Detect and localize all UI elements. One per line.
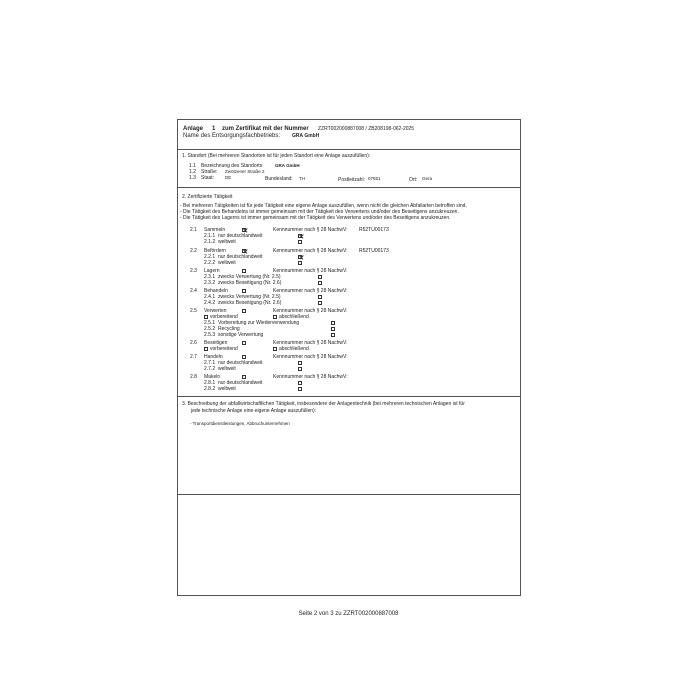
item-number: 2.7.2 [204,366,216,372]
checkbox-verwerten-vorbereitend[interactable] [204,315,208,319]
option-label: weltweit [218,366,236,372]
city-value: Gera [422,176,433,181]
kennnummer-value: R52TU00173 [359,248,389,254]
checkbox-handeln[interactable] [242,355,246,359]
annex-label: Anlage [183,126,204,132]
land-label: Bundesland: [265,176,293,182]
checkbox-befoerdern-deutschlandweit[interactable] [298,255,302,259]
option-label: abschließend [279,314,309,320]
annex-title: zum Zertifikat mit der Nummer [222,126,309,132]
item-number: 2.2 [190,248,197,254]
kennnummer-label: Kennnummer nach § 28 NachwV: [273,308,348,314]
checkbox-lagern-verwertung[interactable] [318,275,322,279]
street-label: Straße: [201,169,218,175]
checkbox-sonstige-verwertung[interactable] [331,333,335,337]
checkbox-verwerten[interactable] [242,309,246,313]
item-number: 2.5.2 [204,326,216,332]
page-footer: Seite 2 von 3 zu ZZRT002000887008 [298,611,399,617]
checkbox-beseitigen-abschliessend[interactable] [273,347,277,351]
checkbox-behandeln[interactable] [242,289,246,293]
checkbox-vorbereitung-wiederverwendung[interactable] [331,321,335,325]
checkbox-makeln[interactable] [242,375,246,379]
item-number: 2.2.1 [204,254,216,260]
option-label: Vorbereitung zur Wiederverwendung [218,320,300,326]
separator [178,396,520,397]
separator [178,149,520,150]
activity-label-handeln: Handeln [204,354,223,360]
item-number: 2.2.2 [204,260,216,266]
option-label: weltweit [218,239,236,245]
activity-description: - Transportdienstleistungen, Abbruchunternehmen [190,421,290,426]
checkbox-sammeln-deutschlandweit[interactable] [298,234,302,238]
item-number: 2.7.1 [204,360,216,366]
section3-heading: 3. Beschreibung der abfallwirtschaftlichen Tätigkeit, insbesondere der Anlagentechnik (bei mehreren technischen Anlagen ist für [182,401,465,407]
section1-heading: 1. Standort (Bei mehreren Standorten ist für jeden Standort eine Anlage auszufüllen): [182,153,371,159]
activity-label-makeln: Makeln [204,374,221,380]
certificate-annex [177,119,521,596]
option-label: vorbereitend [210,346,238,352]
checkbox-verwerten-abschliessend[interactable] [273,315,277,319]
checkbox-befoerdern[interactable] [242,249,246,253]
section2-heading: 2. Zertifizierte Tätigkeit [182,194,233,200]
activity-label-verwerten: Verwerten [204,308,227,314]
activity-label-lagern: Lagern [204,268,220,274]
state-label: Staat: [201,175,215,181]
item-number: 2.4.1 [204,294,216,300]
city-label: Ort: [409,177,418,183]
item-number: 2.1.2 [204,239,216,245]
activity-label-beseitigen: Beseitigen [204,340,228,346]
checkbox-sammeln[interactable] [242,228,246,232]
kennnummer-label: Kennnummer nach § 28 NachwV: [273,227,348,233]
checkbox-sammeln-weltweit[interactable] [298,240,302,244]
item-number: 1.2 [189,169,196,175]
checkbox-recycling[interactable] [331,327,335,331]
note: - Bei mehreren Tätigkeiten ist für jede Tätigkeit eine eigene Anlage auszufüllen, wenn nicht die gleichen Abfallarten betroffen sind. [180,203,467,209]
option-label: nur deutschlandweit [218,254,263,260]
checkbox-beseitigen-vorbereitend[interactable] [204,347,208,351]
kennnummer-label: Kennnummer nach § 28 NachwV: [273,248,348,254]
note: - Die Tätigkeit des Behandelns ist immer gemeinsam mit der Tätigkeit des Verwertens und/oder des Beseitigens anzukreuzen. [180,209,459,215]
option-label: abschließend [279,346,309,352]
option-label: nur deutschlandweit [218,360,263,366]
item-number: 2.5 [190,308,197,314]
option-label: zwecks Verwertung (Nr. 2.5) [218,294,281,300]
option-label: Recycling [218,326,240,332]
checkbox-handeln-weltweit[interactable] [298,367,302,371]
checkbox-beseitigen[interactable] [242,341,246,345]
operator-name: GRA GmbH [292,133,320,139]
option-label: nur deutschlandweit [218,233,263,239]
activity-label-behandeln: Behandeln [204,288,228,294]
checkbox-behandeln-beseitigung[interactable] [318,301,322,305]
item-number: 2.4 [190,288,197,294]
option-label: vorbereitend [210,314,238,320]
item-number: 2.1.1 [204,233,216,239]
separator [178,187,520,188]
item-number: 2.6 [190,340,197,346]
option-label: sonstige Verwertung [218,332,264,338]
item-number: 2.3.2 [204,280,216,286]
kennnummer-label: Kennnummer nach § 28 NachwV: [273,268,348,274]
option-label: zwecks Beseitigung (Nr. 2.6) [218,300,282,306]
checkbox-makeln-deutschlandweit[interactable] [298,381,302,385]
zip-value: 07551 [368,176,381,181]
option-label: weltweit [218,386,236,392]
checkbox-handeln-deutschlandweit[interactable] [298,361,302,365]
item-number: 1.3 [189,175,196,181]
zip-label: Postleitzahl: [338,177,365,183]
item-number: 2.5.3 [204,332,216,338]
item-number: 1.1 [189,163,196,169]
item-number: 2.8.2 [204,386,216,392]
checkbox-lagern-beseitigung[interactable] [318,281,322,285]
separator [178,494,520,495]
annex-number: 1 [212,126,216,132]
item-number: 2.3 [190,268,197,274]
checkbox-lagern[interactable] [242,269,246,273]
site-value: GRA GmbH [275,163,300,168]
state-value: DE [225,175,232,180]
option-label: zwecks Beseitigung (Nr. 2.6) [218,280,282,286]
item-number: 2.1 [190,227,197,233]
activity-label-sammeln: Sammeln [204,227,226,233]
item-number: 2.8 [190,374,197,380]
operator-label: Name des Entsorgungsfachbetriebs: [183,133,281,139]
checkbox-makeln-weltweit[interactable] [298,387,302,391]
checkbox-befoerdern-weltweit[interactable] [298,261,302,265]
checkbox-behandeln-verwertung[interactable] [318,295,322,299]
option-label: nur deutschlandweit [218,380,263,386]
item-number: 2.4.2 [204,300,216,306]
activity-label-befoerdern: Befördern [204,248,226,254]
land-value: TH [299,176,305,181]
kennnummer-value: R52TU00173 [359,227,389,233]
kennnummer-label: Kennnummer nach § 28 NachwV: [273,354,348,360]
kennnummer-label: Kennnummer nach § 28 NachwV: [273,340,348,346]
item-number: 2.5.1 [204,320,216,326]
option-label: zwecks Verwertung (Nr. 2.5) [218,274,281,280]
item-number: 2.8.1 [204,380,216,386]
item-number: 2.3.1 [204,274,216,280]
site-label: Bezeichnung des Standorts: [201,163,264,169]
certificate-number: ZZRT002000887008 / ZB208198-062-2025 [318,126,415,132]
section3-heading-cont: jede technische Anlage eine eigene Anlage auszufüllen): [191,408,317,414]
kennnummer-label: Kennnummer nach § 28 NachwV: [273,374,348,380]
option-label: weltweit [218,260,236,266]
note: - Die Tätigkeit des Lagerns ist immer gemeinsam mit der Tätigkeit des Verwertens und/oder des Beseitigens anzukreuzen. [180,215,451,221]
street-value: Zwötzener Straße 2 [225,169,265,174]
item-number: 2.7 [190,354,197,360]
kennnummer-label: Kennnummer nach § 28 NachwV: [273,288,348,294]
